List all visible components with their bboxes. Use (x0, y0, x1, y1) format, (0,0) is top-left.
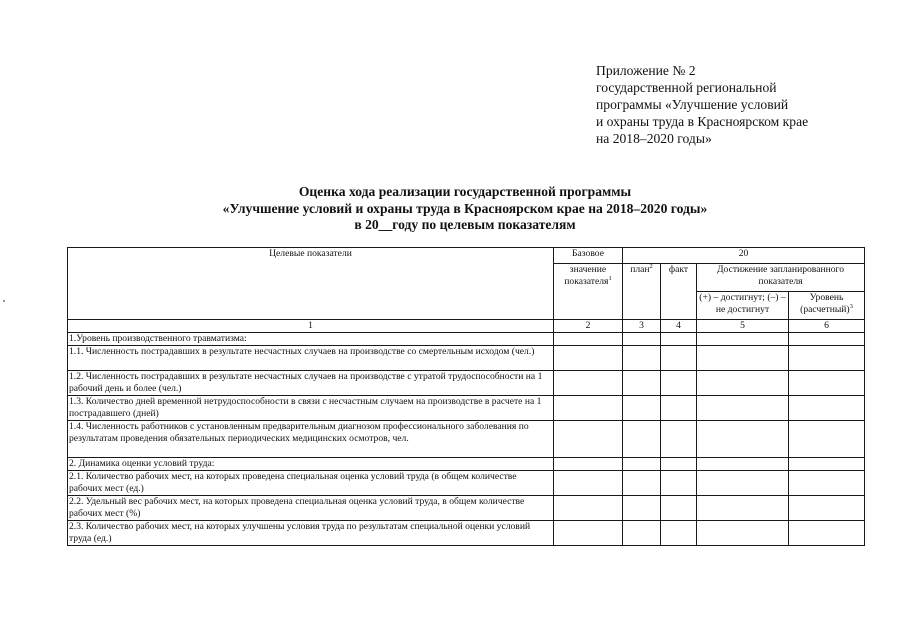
base-value-cell (554, 346, 623, 371)
appendix-line: Приложение № 2 (596, 63, 696, 78)
indicator-cell: 1.4. Численность работников с установленным предварительным диагнозом профессионального заболевания по результатам проведения обязательных периодических медицинских осмотров, чел. (68, 421, 554, 458)
appendix-note (596, 62, 886, 147)
header-year-label: 20 (738, 248, 749, 259)
header-achievement (697, 264, 865, 292)
plan-footnote-mark: 2 (649, 263, 653, 270)
level-cell (789, 371, 865, 396)
table-row (68, 333, 865, 346)
scan-speck (3, 300, 5, 302)
plan-cell (623, 396, 661, 421)
fact-cell (661, 396, 697, 421)
achieved-cell (697, 421, 789, 458)
header-achieved (697, 292, 789, 320)
indicator-cell: 2. Динамика оценки условий труда: (68, 458, 554, 471)
base-value-cell (554, 396, 623, 421)
fact-cell (661, 458, 697, 471)
table-row (68, 521, 865, 546)
achieved-cell (697, 496, 789, 521)
header-indicators-label: Целевые показатели (269, 248, 352, 259)
level-footnote-mark: 3 (849, 302, 853, 310)
fact-cell (661, 333, 697, 346)
level-cell (789, 521, 865, 546)
achievement-label: Достижение запланированного показателя (716, 264, 845, 287)
header-year (623, 248, 865, 264)
appendix-line: и охраны труда в Красноярском крае (596, 114, 809, 129)
column-number-row (68, 320, 865, 333)
table-row (68, 371, 865, 396)
indicators-table (67, 247, 865, 546)
level-label: Уровень (расчетный) (800, 292, 850, 315)
indicator-cell: 2.2. Удельный вес рабочих мест, на которых проведена специальная оценка условий труда, в общем количестве рабочих мест (%) (68, 496, 554, 521)
fact-cell (661, 421, 697, 458)
header-fact (661, 264, 697, 320)
column-number: 1 (68, 320, 554, 333)
achieved-cell (697, 471, 789, 496)
plan-cell (623, 346, 661, 371)
achieved-cell (697, 333, 789, 346)
level-cell (789, 346, 865, 371)
column-number: 5 (697, 320, 789, 333)
base-value-cell (554, 471, 623, 496)
base-value-cell (554, 458, 623, 471)
table-row (68, 471, 865, 496)
plan-cell (623, 333, 661, 346)
indicator-cell: 2.3. Количество рабочих мест, на которых улучшены условия труда по результатам специальной оценки условий труда (ед.) (68, 521, 554, 546)
column-number: 4 (661, 320, 697, 333)
base-value-cell (554, 421, 623, 458)
appendix-line: государственной региональной (596, 80, 777, 95)
fact-cell (661, 346, 697, 371)
header-base-top: Базовое (554, 248, 623, 264)
appendix-line: на 2018–2020 годы» (596, 131, 712, 146)
indicator-cell: 1.1. Численность пострадавших в результате несчастных случаев на производстве со смертельным исходом (чел.) (68, 346, 554, 371)
plan-cell (623, 371, 661, 396)
level-cell (789, 496, 865, 521)
plan-cell (623, 421, 661, 458)
base-value-cell (554, 371, 623, 396)
achieved-cell (697, 346, 789, 371)
title-line-3: в 20__году по целевым показателям (354, 217, 576, 232)
header-level (789, 292, 865, 320)
achieved-label: (+) – достигнут; (–) – не достигнут (699, 292, 786, 315)
level-cell (789, 333, 865, 346)
header-base-value: значение показателя$^1$ (554, 264, 623, 320)
table-row (68, 496, 865, 521)
level-cell (789, 421, 865, 458)
base-value-footnote-mark: 1 (608, 274, 612, 282)
table-row (68, 421, 865, 458)
achieved-cell (697, 371, 789, 396)
document-title (150, 184, 780, 234)
indicator-cell: 1.3. Количество дней временной нетрудоспособности в связи с несчастным случаем на производстве в расчете на 1 пострадавшего (дней) (68, 396, 554, 421)
indicator-cell: 2.1. Количество рабочих мест, на которых проведена специальная оценка условий труда (в общем количестве рабочих мест (ед.) (68, 471, 554, 496)
base-value-cell (554, 333, 623, 346)
appendix-line: программы «Улучшение условий (596, 97, 789, 112)
plan-cell (623, 496, 661, 521)
plan-label: план (630, 264, 650, 275)
header-indicators (68, 248, 554, 320)
fact-cell (661, 371, 697, 396)
level-cell (789, 458, 865, 471)
header-plan (623, 264, 661, 320)
title-line-1: Оценка хода реализации государственной программы (298, 184, 632, 199)
base-value-cell (554, 521, 623, 546)
column-number: 3 (623, 320, 661, 333)
header-row-1 (68, 248, 865, 264)
column-number: 6 (789, 320, 865, 333)
table-row (68, 396, 865, 421)
base-value-cell (554, 496, 623, 521)
fact-cell (661, 496, 697, 521)
achieved-cell (697, 396, 789, 421)
level-cell (789, 396, 865, 421)
table-row (68, 458, 865, 471)
title-line-2: «Улучшение условий и охраны труда в Красноярском крае на 2018–2020 годы» (222, 200, 708, 216)
indicator-cell: 1.2. Численность пострадавших в результате несчастных случаев на производстве с утратой трудоспособности на 1 рабочий день и более (чел.) (68, 371, 554, 396)
plan-cell (623, 471, 661, 496)
achieved-cell (697, 521, 789, 546)
plan-cell (623, 458, 661, 471)
level-cell (789, 471, 865, 496)
plan-cell (623, 521, 661, 546)
achieved-cell (697, 458, 789, 471)
indicator-cell: 1.Уровень производственного травматизма: (68, 333, 554, 346)
fact-label: факт (668, 264, 689, 275)
table-row (68, 346, 865, 371)
fact-cell (661, 471, 697, 496)
fact-cell (661, 521, 697, 546)
column-number: 2 (554, 320, 623, 333)
